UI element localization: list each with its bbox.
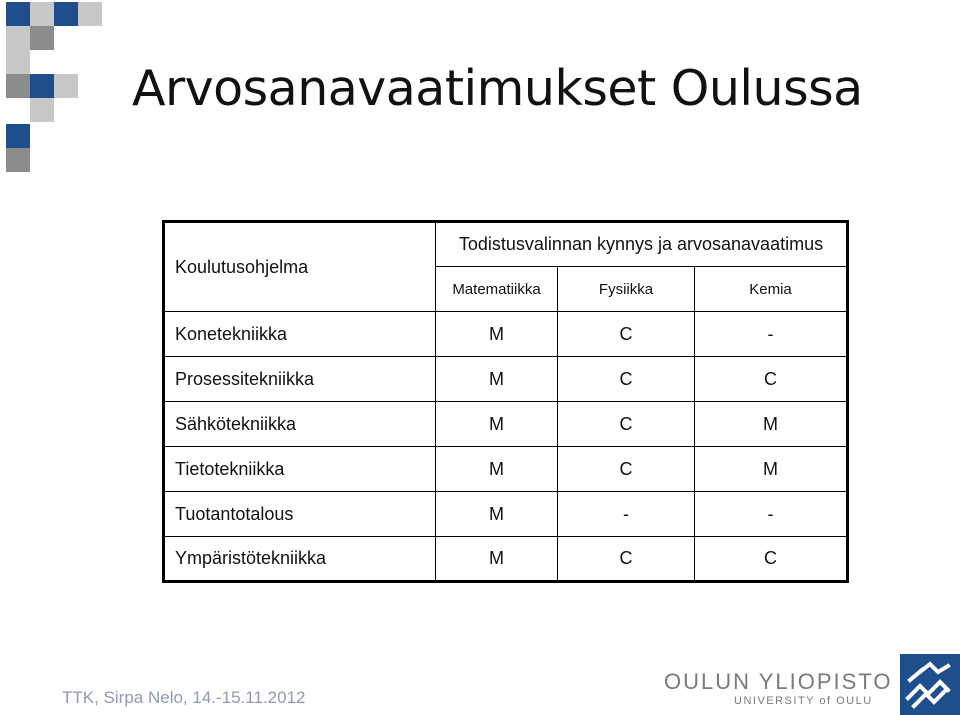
- program-name-cell: Konetekniikka: [164, 312, 436, 357]
- table-row: [164, 357, 848, 402]
- deco-square: [54, 74, 78, 98]
- program-name-cell: Prosessitekniikka: [164, 357, 436, 402]
- university-name-en: UNIVERSITY of OULU: [734, 695, 873, 707]
- subject-header-chemistry: Kemia: [695, 267, 848, 312]
- grade-requirement-cell: C: [695, 357, 848, 402]
- deco-square: [30, 98, 54, 122]
- table-row: [164, 312, 848, 357]
- grade-requirement-cell: C: [558, 537, 695, 582]
- subject-header-physics: Fysiikka: [558, 267, 695, 312]
- table-row: [164, 402, 848, 447]
- table-row: [164, 492, 848, 537]
- grade-requirement-cell: C: [558, 402, 695, 447]
- table-row: [164, 537, 848, 582]
- grade-requirement-cell: M: [436, 492, 558, 537]
- grade-requirement-cell: -: [558, 492, 695, 537]
- university-name-fi: OULUN YLIOPISTO: [664, 669, 893, 694]
- subject-header-math: Matematiikka: [436, 267, 558, 312]
- grade-requirement-cell: M: [436, 447, 558, 492]
- grade-requirements-table: [162, 220, 849, 583]
- deco-square: [78, 2, 102, 26]
- deco-square: [6, 50, 30, 74]
- grade-table-body: [164, 222, 848, 582]
- grade-requirement-cell: M: [436, 357, 558, 402]
- program-name-cell: Ympäristötekniikka: [164, 537, 436, 582]
- deco-square: [30, 2, 54, 26]
- program-name-cell: Tuotantotalous: [164, 492, 436, 537]
- grade-requirement-cell: M: [695, 447, 848, 492]
- table-header-row: [164, 222, 848, 267]
- threshold-column-header: Todistusvalinnan kynnys ja arvosanavaatimus: [436, 222, 848, 267]
- deco-square: [6, 2, 30, 26]
- grade-requirement-cell: -: [695, 312, 848, 357]
- grade-requirement-cell: C: [558, 357, 695, 402]
- decorative-square-pattern: [0, 0, 110, 180]
- grade-requirement-cell: M: [436, 312, 558, 357]
- deco-square: [6, 148, 30, 172]
- program-name-cell: Tietotekniikka: [164, 447, 436, 492]
- grade-requirement-cell: M: [436, 537, 558, 582]
- university-logo-icon: [900, 654, 960, 715]
- grade-requirement-cell: M: [436, 402, 558, 447]
- deco-square: [30, 26, 54, 50]
- grade-requirement-cell: -: [695, 492, 848, 537]
- grade-requirement-cell: M: [695, 402, 848, 447]
- deco-square: [6, 124, 30, 148]
- table-row: [164, 447, 848, 492]
- program-column-header: Koulutusohjelma: [164, 222, 436, 312]
- slide-title: Arvosanavaatimukset Oulussa: [132, 60, 863, 117]
- deco-square: [30, 74, 54, 98]
- grade-requirement-cell: C: [695, 537, 848, 582]
- program-name-cell: Sähkötekniikka: [164, 402, 436, 447]
- university-wordmark: [664, 669, 893, 708]
- deco-square: [54, 2, 78, 26]
- grade-requirement-cell: C: [558, 312, 695, 357]
- deco-square: [6, 26, 30, 50]
- footer-text: TTK, Sirpa Nelo, 14.-15.11.2012: [62, 688, 306, 707]
- grade-requirement-cell: C: [558, 447, 695, 492]
- deco-square: [6, 74, 30, 98]
